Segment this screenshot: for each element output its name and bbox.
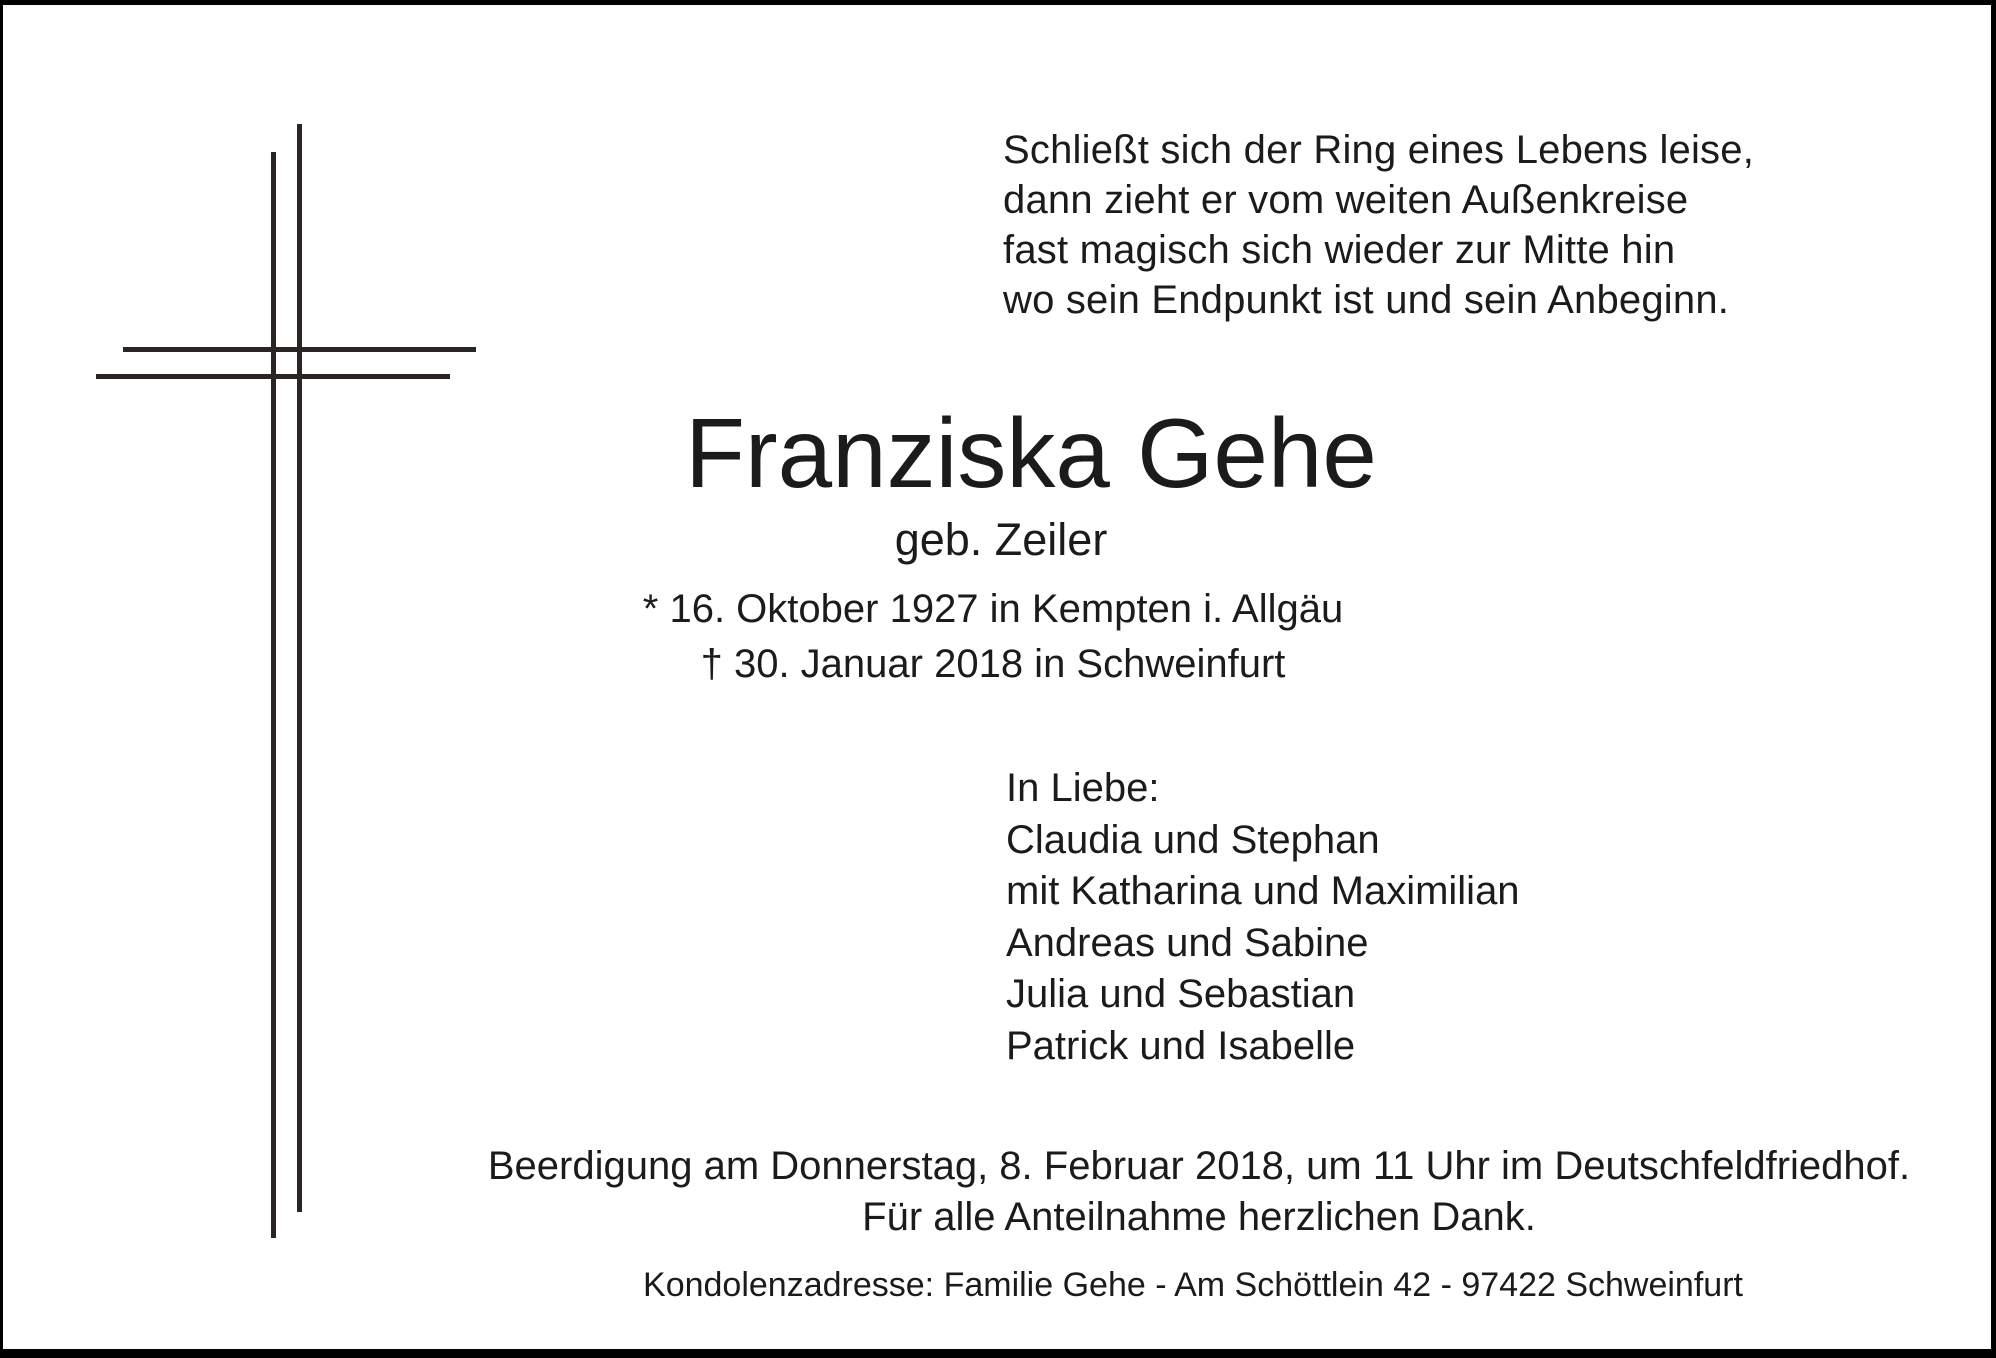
thanks-line: Für alle Anteilnahme herzlichen Dank. (862, 1195, 1536, 1239)
mourner-line: mit Katharina und Maximilian (1006, 869, 1520, 913)
deceased-name: Franziska Gehe (685, 398, 1377, 508)
cross-horizontal-line-lower (96, 374, 450, 379)
mourners-list (1006, 763, 1520, 1072)
condolence-address: Kondolenzadresse: Familie Gehe - Am Schöttlein 42 - 97422 Schweinfurt (643, 1266, 1743, 1304)
cross-vertical-line-left (271, 152, 276, 1238)
memorial-poem (1003, 125, 1754, 325)
mourners-intro: In Liebe: (1006, 766, 1160, 810)
cross-vertical-line-right (297, 124, 302, 1212)
poem-line: wo sein Endpunkt ist und sein Anbeginn. (1003, 278, 1730, 322)
poem-line: fast magisch sich wieder zur Mitte hin (1003, 228, 1676, 272)
poem-line: dann zieht er vom weiten Außenkreise (1003, 178, 1689, 222)
mourner-line: Patrick und Isabelle (1006, 1023, 1356, 1068)
death-date-line: † 30. Januar 2018 in Schweinfurt (700, 642, 1286, 686)
mourner-line: Andreas und Sabine (1006, 920, 1369, 965)
funeral-details-line: Beerdigung am Donnerstag, 8. Februar 2018, um 11 Uhr im Deutschfeldfriedhof. (487, 1144, 1911, 1188)
birth-date-line: * 16. Oktober 1927 in Kempten i. Allgäu (642, 587, 1344, 631)
funeral-announcement (488, 1141, 1910, 1243)
poem-line: Schließt sich der Ring eines Lebens leise, (1003, 128, 1755, 172)
mourner-line: Claudia und Stephan (1006, 817, 1380, 862)
maiden-name: geb. Zeiler (894, 514, 1108, 565)
life-dates (643, 582, 1343, 692)
mourner-line: Julia und Sebastian (1006, 972, 1356, 1016)
cross-horizontal-line-upper (123, 347, 476, 352)
